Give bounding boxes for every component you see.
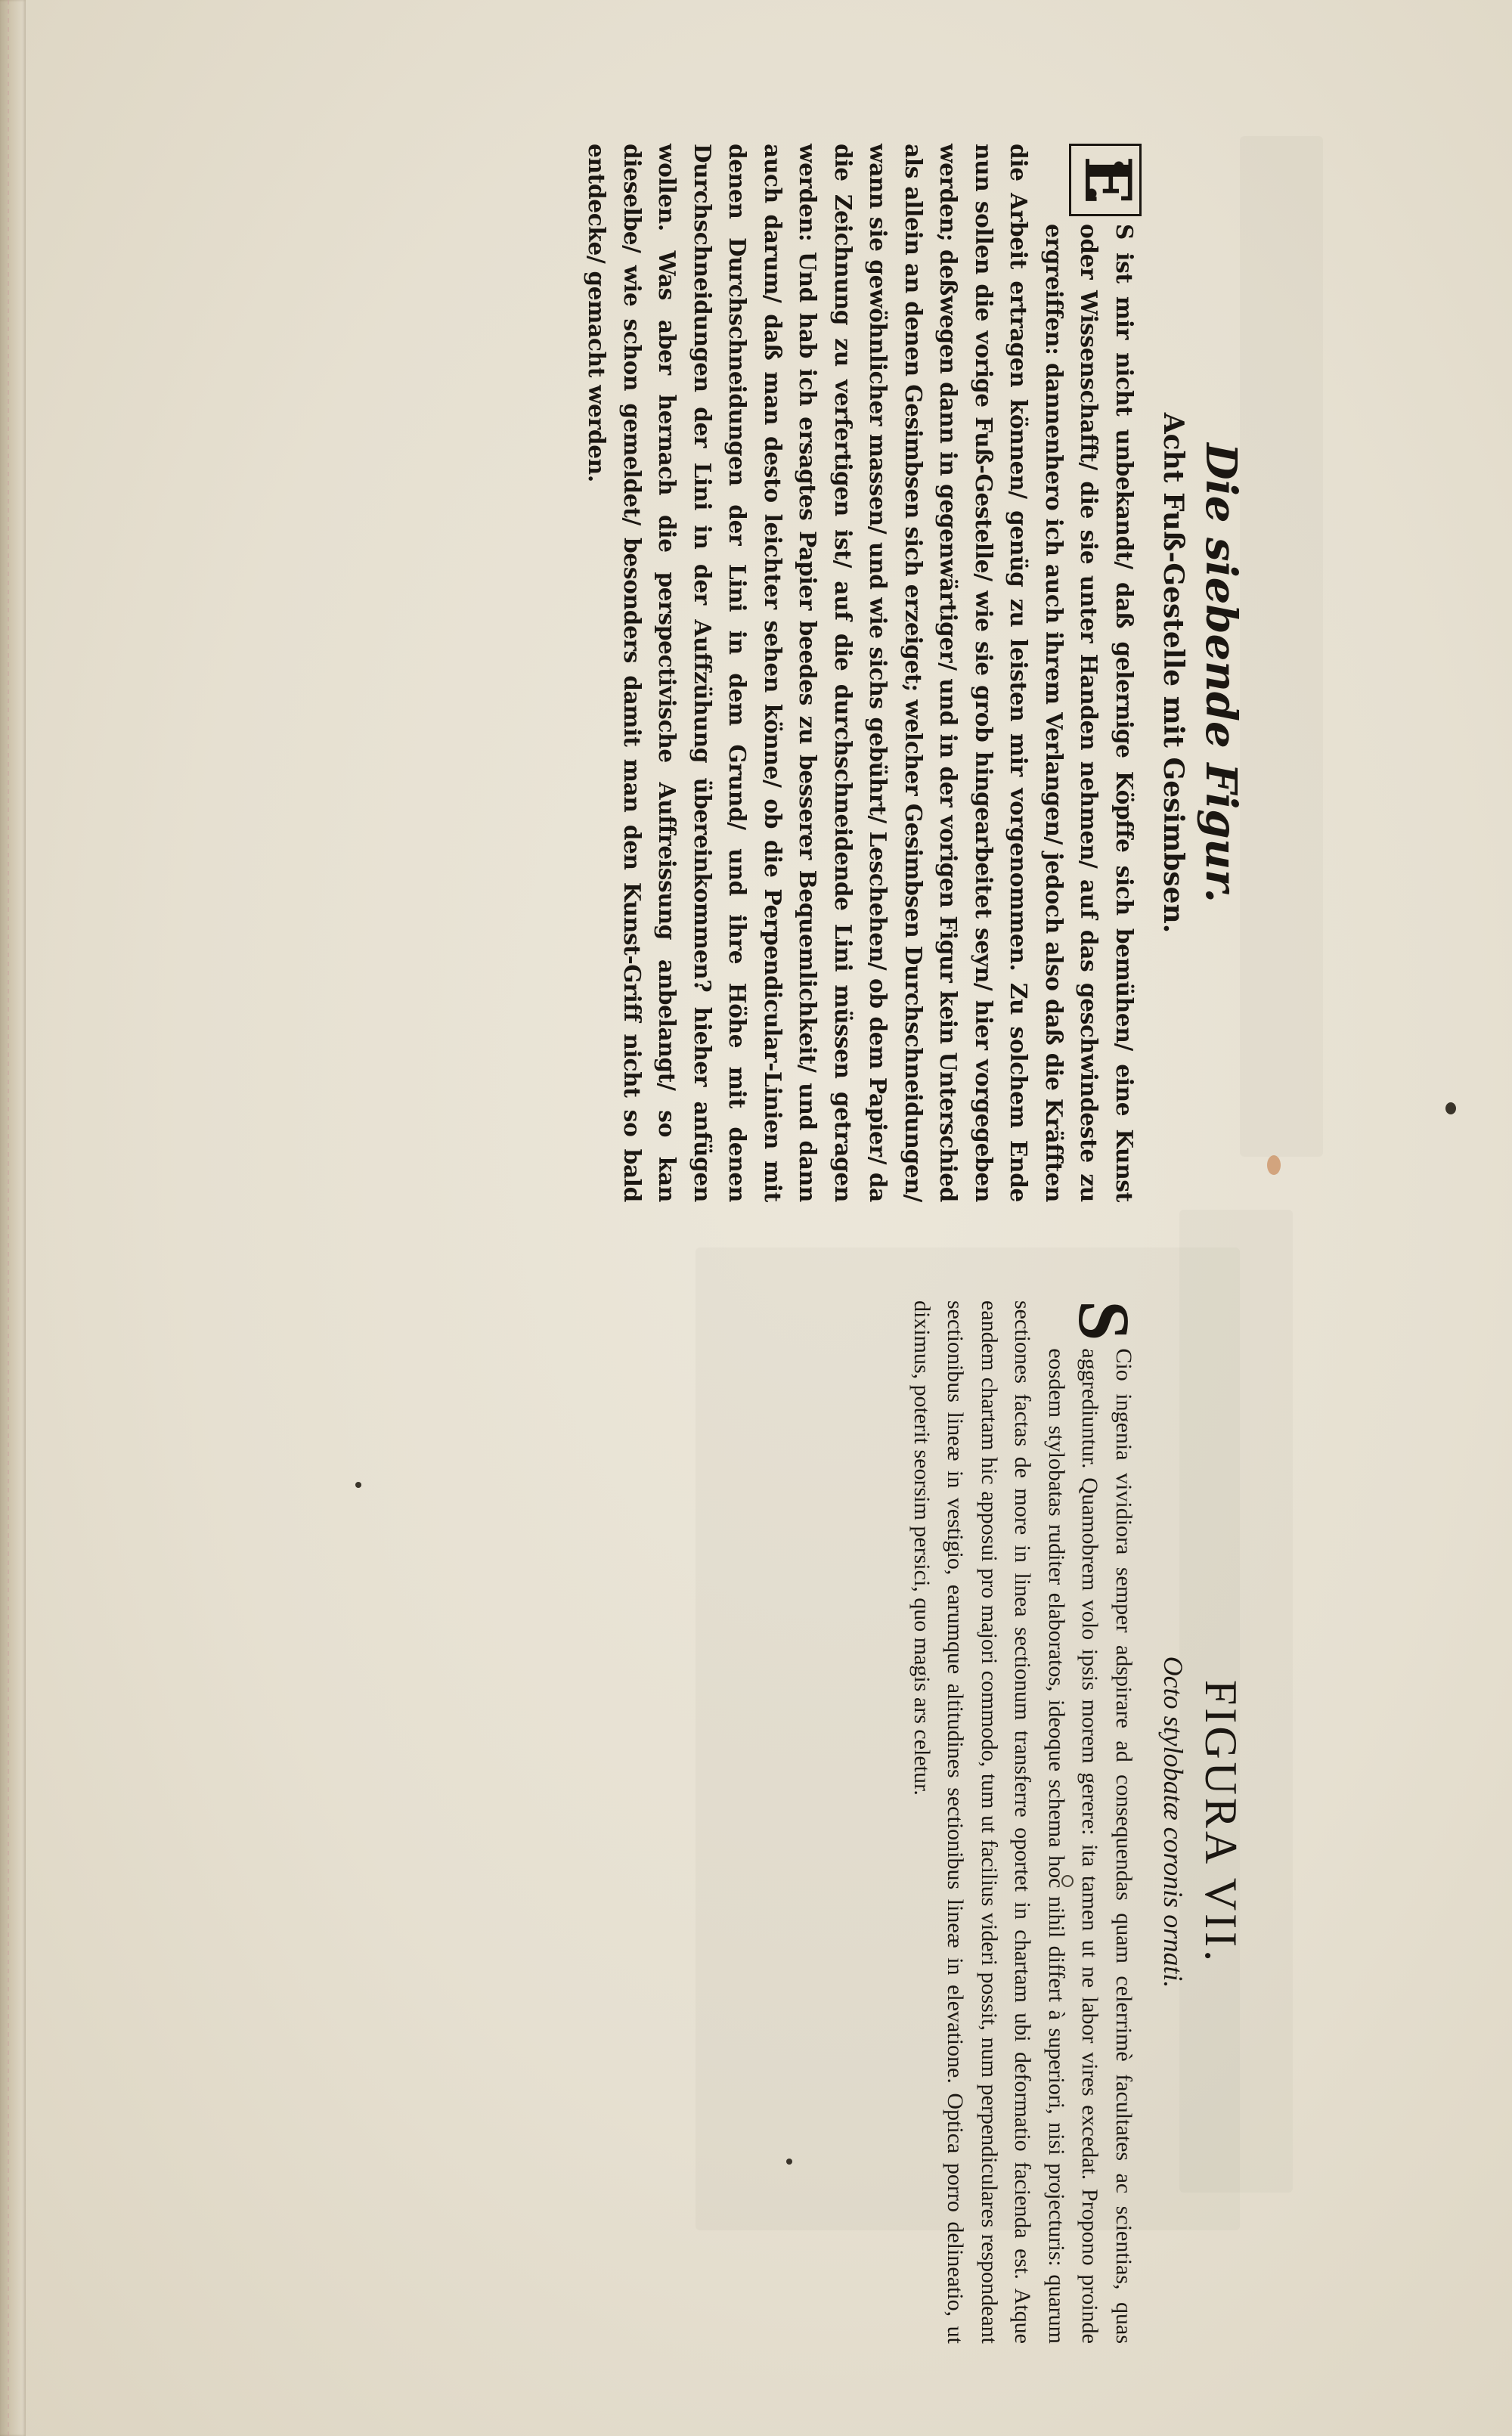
- paper-speck: [1445, 1102, 1456, 1114]
- latin-body-text: Cio ingenia vividiora semper adspirare ad consequendas quam celerrimè facultates ac scientias, quas aggrediuntur. Quamobrem volo ipsis morem gerere: ita tamen ut ne labor vires excedat. Propono proinde eosdem stylobatas ruditer elaboratos, ideoque schema hoc nihil differt à superiori, nisi projecturis: quarum sectiones factas de more in linea sectionum transferre oportet in chartam ubi deformatio facienda est. Atque eandem chartam hic apposui pro majori commodo, tum ut facilius videri possit, num perpendiculares respondeant sectionibus lineæ in vestigio, earumque altitudines sectionibus lineæ in elevatione. Optica porro delineatio, ut diximus, poterit seorsim persici, quo magis ars celetur.: [909, 1300, 1136, 2344]
- paper-speck: [1267, 1155, 1281, 1175]
- german-subtitle: Acht Fuß-Gestelle mit Gesimbsen.: [1157, 412, 1189, 934]
- show-through-mark: [1240, 136, 1323, 1157]
- german-title: Die siebende Figur.: [1196, 443, 1246, 903]
- german-body-text: S ist mir nicht unbekandt/ daß gelernige Köpffe sich bemühen/ eine Kunst oder Wissenschafft/ die sie unter Handen nehmen/ auf das geschwindeste zu ergreiffen: dannenhero ich auch ihrem Verlangen/ jedoch also daß die Kräfften die Arbeit ertragen können/ genüg zu leisten mir vorgenommen. Zu solchem Ende nun sollen die vorige Fuß-Gestelle/ wie sie grob hingearbeitet seyn/ hier vorgegeben werden; deßwegen dann in gegenwärtiger/ und in der vorigen Figur kein Unterschied als allein an denen Gesimbsen sich erzeiget; welcher Gesimbsen Durchschneidungen/ wann sie gewöhnlicher massen/ und wie sichs gebührt/ Leschehen/ ob dem Papier/ da die Zeichnung zu verfertigen ist/ auf die durchschneidende Lini müssen getragen werden: Und hab ich ersagtes Papier beedes zu besserer Bequemlichkeit/ und dann auch darum/ daß man desto leichter sehen könne/ ob die Perpendicular-Linien mit denen Durchschneidungen der Lini in dem Grund/ und ihre Höhe mit denen Durchschneidungen der Lini in der Auffzühung übereinkommen? hieher anfügen wollen. Was aber hernach die perspectivische Auffreissung anbelangt/ so kan dieselbe/ wie schon gemeldet/ besonders damit man den Kunst-Griff nicht so bald entdecke/ gemacht werden.: [584, 144, 1138, 1202]
- rotated-text-sheet: [113, 136, 1247, 2344]
- german-body: [579, 144, 1145, 1202]
- page-gutter: [0, 0, 26, 2436]
- latin-subtitle: Octo stylobatæ coronis ornati.: [1158, 1656, 1188, 1988]
- latin-column: [905, 1300, 1248, 2344]
- latin-drop-cap: S: [1064, 1300, 1145, 1341]
- german-column: [579, 144, 1247, 1202]
- german-drop-cap: E: [1069, 144, 1142, 216]
- latin-body: [905, 1300, 1145, 2344]
- latin-title: FIGURA VII.: [1196, 1679, 1246, 1965]
